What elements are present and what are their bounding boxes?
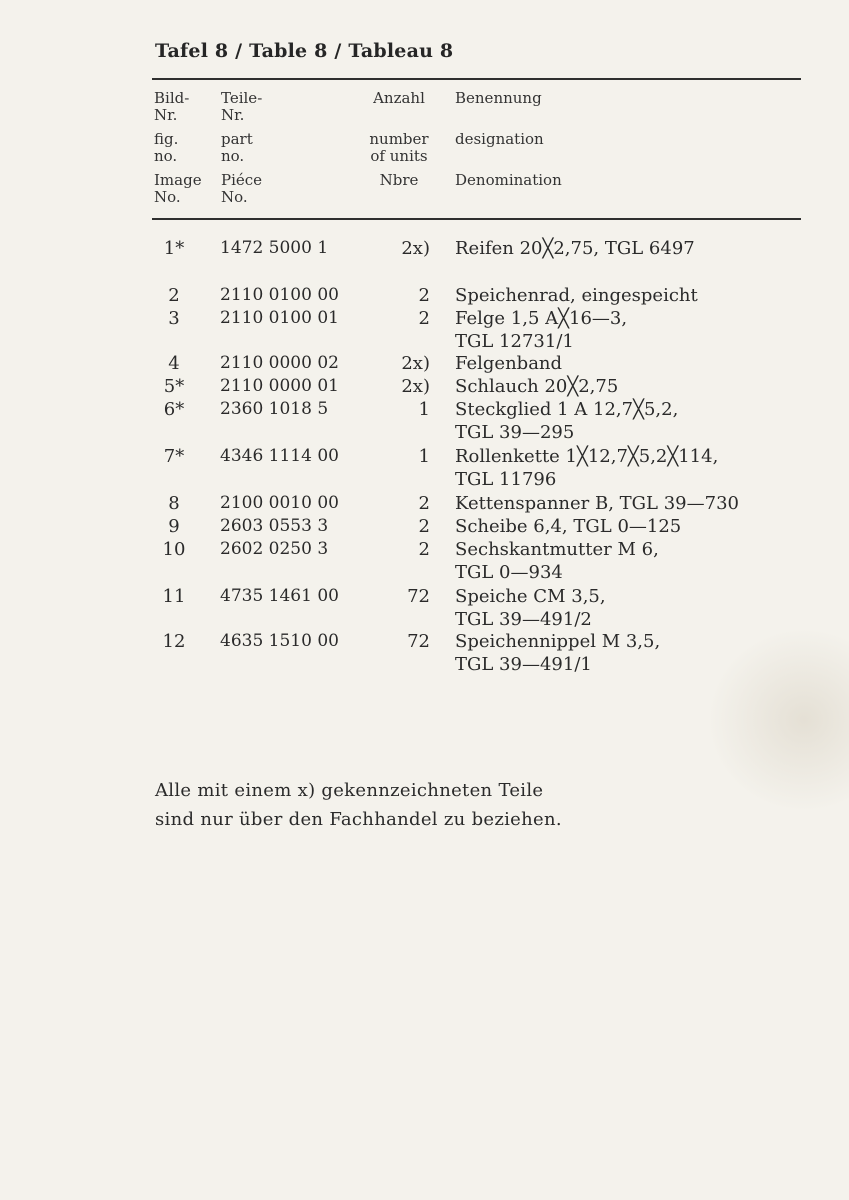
- fig-number: 8: [168, 493, 180, 514]
- designation-line: Speichennippel M 3,5,: [455, 631, 661, 652]
- quantity: 2: [418, 285, 430, 306]
- fig-number: 4: [168, 353, 180, 374]
- part-number: 2110 0000 01: [220, 376, 339, 396]
- header-designation-fr: Denomination: [455, 171, 562, 189]
- fig-number: 2: [168, 285, 180, 306]
- part-number: 2602 0250 3: [220, 539, 329, 559]
- header-part-en: part no.: [221, 130, 253, 165]
- header-part-fr: Piéce No.: [221, 171, 263, 206]
- header-fig-fr: Image No.: [154, 171, 202, 206]
- designation-line: TGL 12731/1: [455, 331, 574, 352]
- paper-stain: [699, 620, 849, 820]
- designation-line: Schlauch 20╳2,75: [455, 376, 619, 397]
- part-number: 2110 0100 01: [220, 308, 339, 328]
- designation-line: Speichenrad, eingespeicht: [455, 285, 698, 306]
- quantity: 2x): [401, 238, 430, 259]
- part-number: 4735 1461 00: [220, 586, 339, 606]
- part-number: 2110 0000 02: [220, 353, 339, 373]
- quantity: 2x): [401, 376, 430, 397]
- designation-line: TGL 0—934: [455, 562, 563, 583]
- fig-number: 11: [162, 586, 186, 607]
- quantity: 1: [418, 446, 430, 467]
- designation-line: Kettenspanner B, TGL 39—730: [455, 493, 739, 514]
- fig-number: 7*: [163, 446, 185, 467]
- part-number: 4346 1114 00: [220, 446, 339, 466]
- header-bottom-rule: [152, 218, 801, 220]
- header-qty-en: number of units: [369, 130, 429, 165]
- designation-line: Steckglied 1 A 12,7╳5,2,: [455, 399, 679, 420]
- part-number: 2100 0010 00: [220, 493, 339, 513]
- quantity: 72: [407, 586, 430, 607]
- quantity: 2: [418, 539, 430, 560]
- designation-line: Felge 1,5 A╳16—3,: [455, 308, 628, 329]
- quantity: 2: [418, 308, 430, 329]
- header-designation-de: Benennung: [455, 89, 542, 107]
- designation-line: Reifen 20╳2,75, TGL 6497: [455, 238, 695, 259]
- page-title: Tafel 8 / Table 8 / Tableau 8: [155, 40, 454, 62]
- designation-line: TGL 39—491/1: [455, 654, 592, 675]
- header-fig-de: Bild- Nr.: [154, 89, 190, 124]
- part-number: 2603 0553 3: [220, 516, 329, 536]
- quantity: 2x): [401, 353, 430, 374]
- fig-number: 5*: [163, 376, 185, 397]
- footnote: [155, 776, 562, 834]
- part-number: 2360 1018 5: [220, 399, 329, 419]
- quantity: 1: [418, 399, 430, 420]
- fig-number: 12: [162, 631, 186, 652]
- fig-number: 1*: [163, 238, 185, 259]
- designation-line: TGL 11796: [455, 469, 557, 490]
- header-designation-en: designation: [455, 130, 544, 148]
- header-top-rule: [152, 78, 801, 80]
- header-part-de: Teile- Nr.: [221, 89, 263, 124]
- fig-number: 3: [168, 308, 180, 329]
- designation-line: TGL 39—295: [455, 422, 575, 443]
- quantity: 2: [418, 493, 430, 514]
- footnote-line-1: Alle mit einem x) gekennzeichneten Teile: [155, 780, 544, 801]
- part-number: 1472 5000 1: [220, 238, 329, 258]
- designation-line: Rollenkette 1╳12,7╳5,2╳114,: [455, 446, 719, 467]
- header-fig-en: fig. no.: [154, 130, 179, 165]
- designation-line: Scheibe 6,4, TGL 0—125: [455, 516, 682, 537]
- designation-line: Felgenband: [455, 353, 563, 374]
- fig-number: 9: [168, 516, 180, 537]
- header-qty-de: Anzahl: [373, 89, 425, 107]
- footnote-line-2: sind nur über den Fachhandel zu beziehen.: [155, 809, 562, 830]
- designation-line: Sechskantmutter M 6,: [455, 539, 659, 560]
- quantity: 2: [418, 516, 430, 537]
- designation-line: TGL 39—491/2: [455, 609, 592, 630]
- part-number: 2110 0100 00: [220, 285, 339, 305]
- header-qty-fr: Nbre: [379, 171, 419, 189]
- quantity: 72: [407, 631, 430, 652]
- fig-number: 10: [162, 539, 186, 560]
- designation-line: Speiche CM 3,5,: [455, 586, 606, 607]
- fig-number: 6*: [163, 399, 185, 420]
- part-number: 4635 1510 00: [220, 631, 339, 651]
